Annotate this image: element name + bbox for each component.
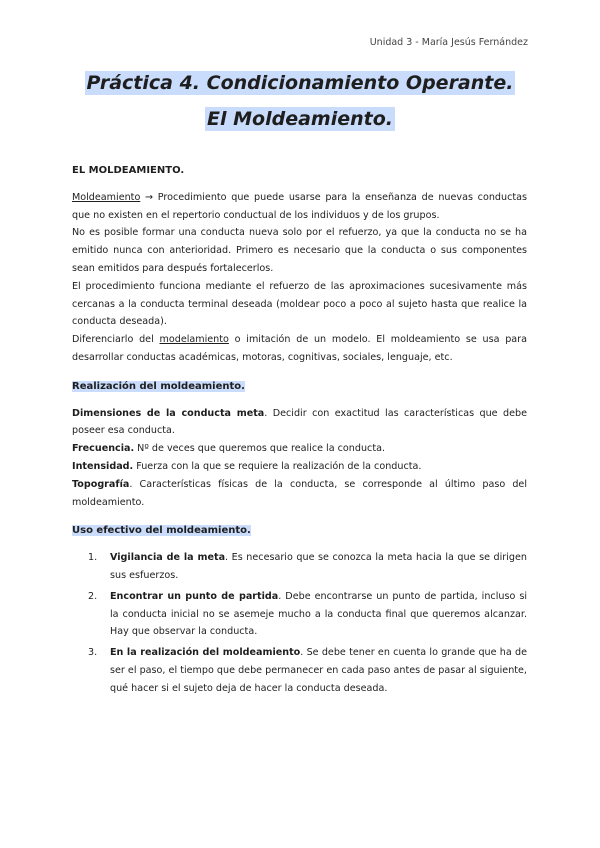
dimension-item: Intensidad. Fuerza con la que se requiere la realización de la conducta. <box>72 460 422 472</box>
list-item: 2. Encontrar un punto de partida. Debe encontrarse un punto de partida, incluso si la conducta inicial no se asemeje mucho a la conducta final que queremos alcanzar. Hay que observar la conducta. <box>88 590 527 638</box>
term-moldeamiento: Moldeamiento <box>72 191 141 203</box>
section-heading-realizacion: Realización del moldeamiento. <box>72 380 245 392</box>
title-line-1: Práctica 4. Condicionamiento Operante. <box>86 72 514 94</box>
paragraph: Diferenciarlo del modelamiento o imitación de un modelo. El moldeamiento se usa para desarrollar conductas académicas, motoras, cognitivas, sociales, lenguaje, etc. <box>72 334 528 363</box>
definition-paragraph: Moldeamiento → Procedimiento que puede usarse para la enseñanza de nuevas conductas que no existen en el repertorio conductual de los individuos y de los grupos. <box>72 191 527 221</box>
document-body <box>72 162 527 701</box>
list-item: 1. Vigilancia de la meta. Es necesario que se conozca la meta hacia la que se dirigen sus esfuerzos. <box>88 552 527 581</box>
paragraph: El procedimiento funciona mediante el refuerzo de las aproximaciones sucesivamente más cercanas a la conducta terminal deseada (moldear poco a poco al sujeto hasta que realice la conducta deseada). <box>72 280 527 328</box>
dimension-item: Dimensiones de la conducta meta. Decidir con exactitud las características que debe poseer esa conducta. <box>72 407 527 437</box>
paragraph: No es posible formar una conducta nueva solo por el refuerzo, ya que la conducta no se ha emitido nunca con anterioridad. Primero es necesario que la conducta o sus componentes sean emitidos para después fortalecerlos. <box>72 227 527 274</box>
dimension-item: Frecuencia. Nº de veces que queremos que realice la conducta. <box>72 443 386 455</box>
numbered-list <box>72 549 527 697</box>
dimension-item: Topografía. Características físicas de la conducta, se corresponde al último paso del moldeamiento. <box>72 478 527 508</box>
list-item: 3. En la realización del moldeamiento. Se debe tener en cuenta lo grande que ha de ser el paso, el tiempo que debe permanecer en cada paso antes de pasar al siguiente, qué hacer si el sujeto deja de hacer la conducta deseada. <box>88 647 527 694</box>
section-heading-moldeamiento: EL MOLDEAMIENTO. <box>72 165 185 176</box>
page-header: Unidad 3 - María Jesús Fernández <box>369 37 528 48</box>
section-heading-uso-efectivo: Uso efectivo del moldeamiento. <box>72 525 251 537</box>
title-line-2: El Moldeamiento. <box>207 108 393 130</box>
term-modelamiento: modelamiento <box>159 334 229 346</box>
